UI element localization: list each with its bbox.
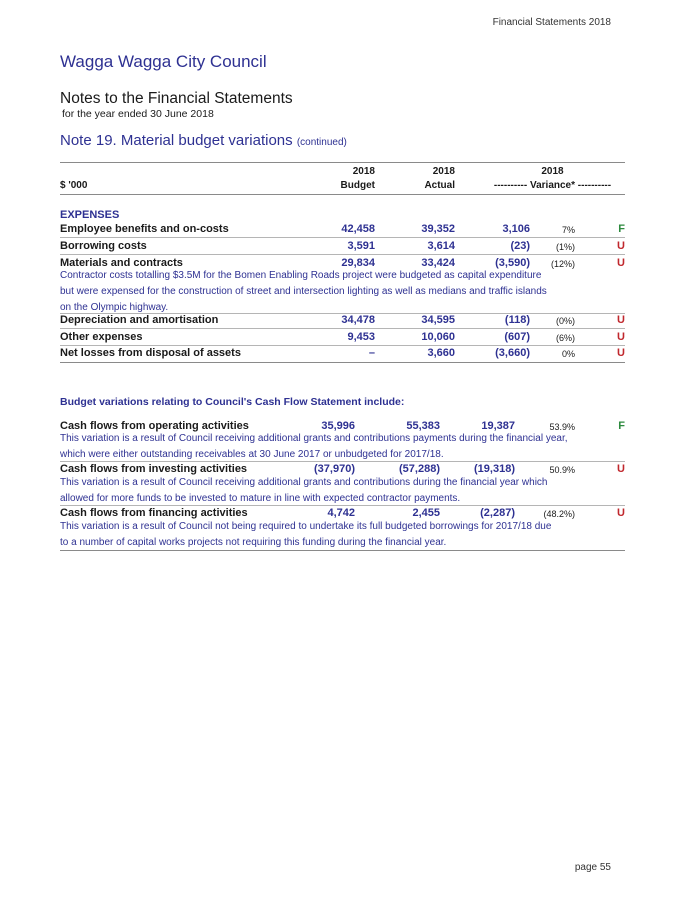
- row-variance: (2,287): [480, 507, 515, 519]
- row-variance: (23): [510, 240, 530, 252]
- note-line: Contractor costs totalling $3.5M for the Bomen Enabling Roads project were budgeted as capital expenditure: [60, 270, 542, 281]
- row-status: F: [618, 223, 625, 235]
- row-actual: 3,614: [427, 240, 455, 252]
- row-status: U: [617, 331, 625, 343]
- row-budget: –: [368, 347, 375, 359]
- row-percent: (12%): [550, 259, 575, 269]
- note-line: on the Olympic highway.: [60, 302, 169, 313]
- row-label: Other expenses: [60, 331, 143, 343]
- budget-label: Budget: [340, 180, 375, 191]
- actual-year: 2018: [432, 166, 455, 177]
- row-status: U: [617, 240, 625, 252]
- row-variance: (3,590): [495, 257, 530, 269]
- row-label: Depreciation and amortisation: [60, 314, 219, 326]
- row-note: [60, 475, 620, 507]
- row-percent: (1%): [555, 242, 575, 252]
- row-budget: 34,478: [341, 314, 375, 326]
- row-divider: [60, 505, 625, 506]
- row-budget: 9,453: [347, 331, 375, 343]
- row-variance: (607): [504, 331, 530, 343]
- row-divider: [60, 328, 625, 329]
- row-actual: 10,060: [421, 331, 455, 343]
- row-percent: (48.2%): [543, 509, 575, 519]
- row-budget: 42,458: [341, 223, 375, 235]
- row-percent: 7%: [561, 225, 575, 235]
- expenses-bottom-rule: [60, 362, 625, 363]
- row-budget: 29,834: [341, 257, 375, 269]
- row-status: U: [617, 347, 625, 359]
- note-line: allowed for more funds to be invested to mature in line with expected contractor payments.: [60, 493, 461, 504]
- row-actual: 3,660: [427, 347, 455, 359]
- row-status: U: [617, 507, 625, 519]
- cashflow-bottom-rule: [60, 550, 625, 551]
- row-actual: 55,383: [406, 420, 440, 432]
- row-percent: (6%): [555, 333, 575, 343]
- notes-title: Notes to the Financial Statements: [60, 90, 293, 107]
- page-number: page 55: [574, 862, 611, 873]
- row-actual: 39,352: [421, 223, 455, 235]
- row-budget: 35,996: [321, 420, 355, 432]
- row-variance: (118): [504, 314, 530, 326]
- row-label: Cash flows from operating activities: [60, 420, 249, 432]
- note-line: but were expensed for the construction of street and intersection lighting as well as medians and traffic islands: [60, 286, 547, 297]
- row-percent: 53.9%: [549, 422, 575, 432]
- variance-year: 2018: [541, 166, 564, 177]
- notes-subtitle: for the year ended 30 June 2018: [62, 108, 214, 120]
- note-line: which were either outstanding receivables at 30 June 2017 or unbudgeted for 2017/18.: [60, 449, 444, 460]
- row-percent: 50.9%: [549, 465, 575, 475]
- row-note: [60, 431, 620, 463]
- note-line: This variation is a result of Council receiving additional grants and contributions payments during the financial year,: [60, 433, 568, 444]
- document-label: Financial Statements 2018: [492, 17, 611, 28]
- row-actual: 34,595: [421, 314, 455, 326]
- row-budget: (37,970): [314, 463, 355, 475]
- header-bottom-rule: [60, 194, 625, 195]
- row-variance: 19,387: [481, 420, 515, 432]
- row-label: Net losses from disposal of assets: [60, 347, 241, 359]
- row-budget: 3,591: [347, 240, 375, 252]
- row-actual: 33,424: [421, 257, 455, 269]
- row-label: Borrowing costs: [60, 240, 147, 252]
- cashflow-heading: Budget variations relating to Council's Cash Flow Statement include:: [60, 396, 405, 408]
- row-status: F: [618, 420, 625, 432]
- note-heading: [60, 132, 347, 149]
- row-variance: 3,106: [502, 223, 530, 235]
- row-percent: (0%): [555, 316, 575, 326]
- note-line: to a number of capital works projects not requiring this funding during the financial year.: [60, 537, 447, 548]
- row-variance: (3,660): [495, 347, 530, 359]
- note-line: This variation is a result of Council not being required to undertake its full budgeted borrowings for 2017/18 due: [60, 521, 552, 532]
- header-top-rule: [60, 162, 625, 163]
- row-actual: 2,455: [412, 507, 440, 519]
- row-divider: [60, 345, 625, 346]
- row-label: Cash flows from financing activities: [60, 507, 248, 519]
- row-divider: [60, 461, 625, 462]
- note-heading-suffix: (continued): [296, 137, 347, 148]
- row-variance: (19,318): [474, 463, 515, 475]
- variance-label: ---------- Variance* ----------: [493, 180, 612, 191]
- row-status: U: [617, 314, 625, 326]
- actual-label: Actual: [424, 180, 455, 191]
- row-status: U: [617, 463, 625, 475]
- note-heading-text: Note 19. Material budget variations: [60, 132, 293, 149]
- row-label: Materials and contracts: [60, 257, 183, 269]
- budget-year: 2018: [352, 166, 375, 177]
- row-status: U: [617, 257, 625, 269]
- row-note: [60, 519, 620, 551]
- row-actual: (57,288): [399, 463, 440, 475]
- row-note: [60, 268, 620, 316]
- row-label: Employee benefits and on-costs: [60, 223, 229, 235]
- row-divider: [60, 254, 625, 255]
- row-divider: [60, 237, 625, 238]
- row-percent: 0%: [561, 349, 575, 359]
- organization-name: Wagga Wagga City Council: [60, 52, 267, 71]
- expenses-heading: EXPENSES: [60, 209, 120, 221]
- note-line: This variation is a result of Council receiving additional grants and contributions during the financial year which: [60, 477, 548, 488]
- row-label: Cash flows from investing activities: [60, 463, 248, 475]
- units-label: $ '000: [60, 180, 88, 191]
- row-budget: 4,742: [327, 507, 355, 519]
